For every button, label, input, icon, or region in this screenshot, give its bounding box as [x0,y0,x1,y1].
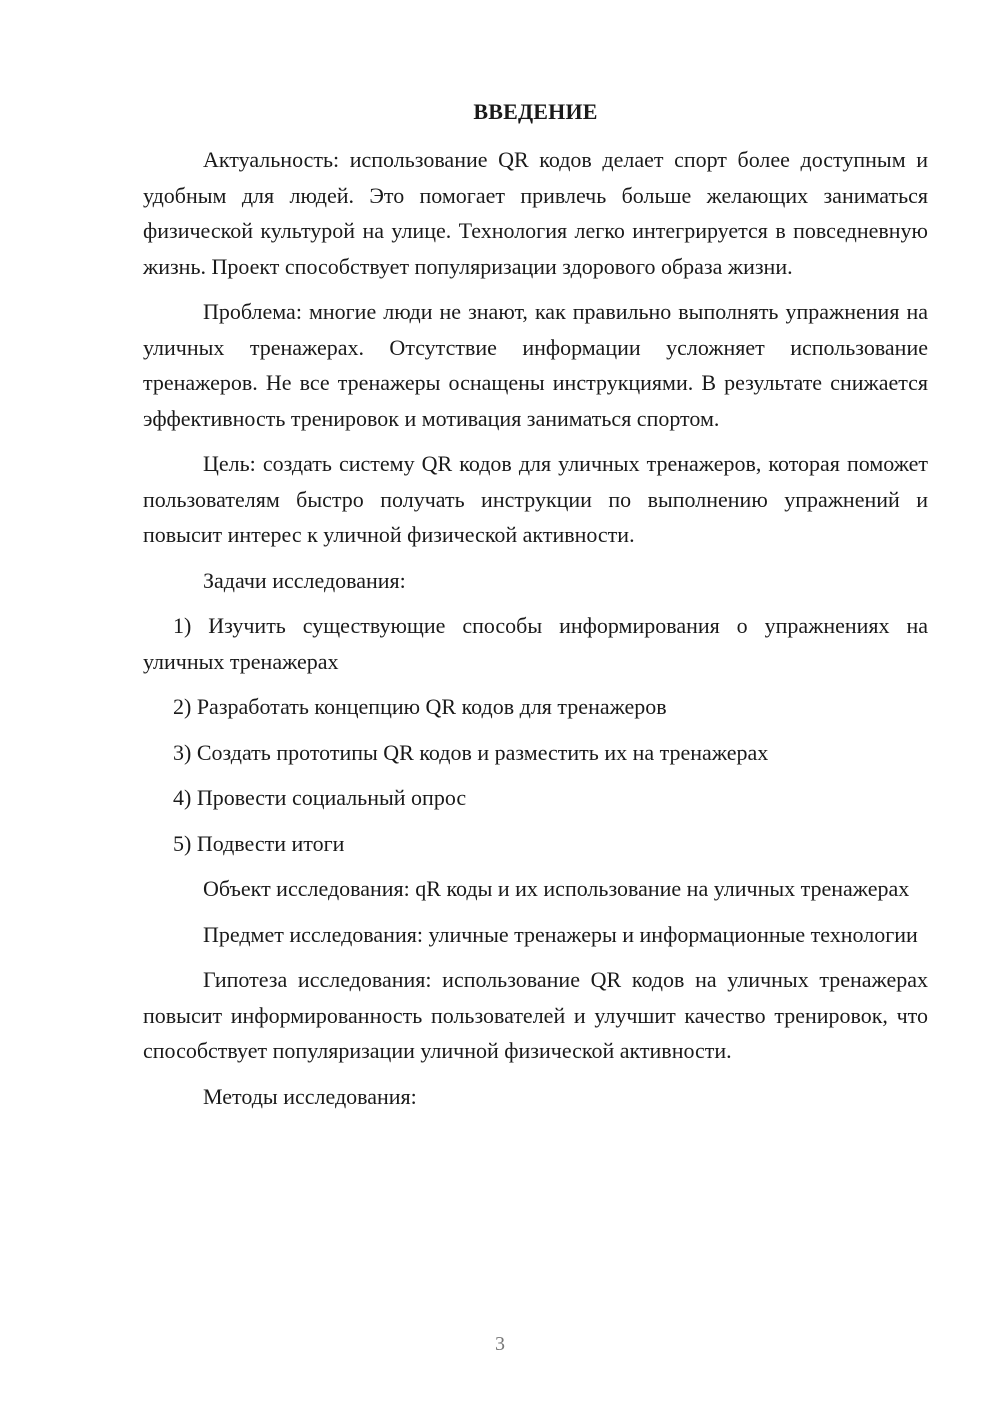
paragraph-object: Объект исследования: qR коды и их использование на уличных тренажерах [203,876,910,901]
page-title: ВВЕДЕНИЕ [473,99,598,124]
list-item: 4) Провести социальный опрос [173,785,467,810]
tasks-heading: Задачи исследования: [203,567,406,593]
paragraph-hypothesis: Гипотеза исследования: использование QR кодов на уличных тренажерах повысит информированность пользователей и улучшит качество тренировок, что способствует популяризации уличной физической активности. [143,967,928,1063]
paragraph-problem: Проблема: многие люди не знают, как правильно выполнять упражнения на уличных тренажерах. Отсутствие информации усложняет использование тренажеров. Не все тренажеры оснащены инструкциями. В результате снижается эффективность тренировок и мотивация заниматься спортом. [143,299,928,431]
page-content [143,94,928,1124]
list-item: 1) Изучить существующие способы информирования о упражнениях на уличных тренажерах [143,613,928,674]
list-item: 3) Создать прототипы QR кодов и разместить их на тренажерах [173,739,769,765]
list-item: 5) Подвести итоги [173,830,345,856]
list-item: 2) Разработать концепцию QR кодов для тренажеров [173,694,667,719]
methods-heading: Методы исследования: [203,1083,417,1109]
paragraph-subject: Предмет исследования: уличные тренажеры и информационные технологии [203,921,918,947]
tasks-list [143,608,928,861]
paragraph-goal: Цель: создать систему QR кодов для уличных тренажеров, которая поможет пользователям быстро получать инструкции по выполнению упражнений и повысит интерес к уличной физической активности. [143,451,928,547]
page-number: 3 [495,1333,505,1355]
paragraph-relevance: Актуальность: использование QR кодов делает спорт более доступным и удобным для людей. Это помогает привлечь больше желающих заниматься физической культурой на улице. Технология легко интегрируется в повседневную жизнь. Проект способствует популяризации здорового образа жизни. [143,147,928,279]
